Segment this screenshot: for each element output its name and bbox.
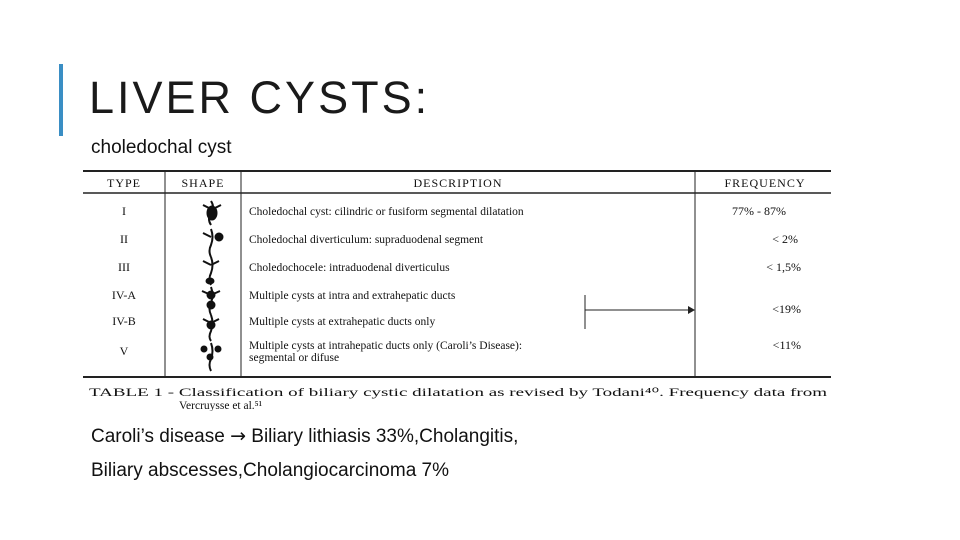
duct-shape-icon [203,315,219,341]
body-line-1 [91,425,518,448]
row-description: Choledochocele: intraduodenal diverticulus [249,262,450,274]
row-description: Choledochal diverticulum: supraduodenal segment [249,234,484,246]
header-description: DESCRIPTION [413,176,503,190]
header-frequency: FREQUENCY [724,176,806,190]
duct-shape-icon [202,287,220,315]
row-description: Multiple cysts at intra and extrahepatic ducts [249,290,456,302]
table-caption-line2: Vercruysse et al.⁵¹ [179,400,263,411]
row-description-v-line1: Multiple cysts at intrahepatic ducts only (Caroli’s Disease): [249,340,523,352]
arrow-right-icon: → [230,425,246,447]
row-frequency: 77% - 87% [732,204,786,218]
slide-title: LIVER CYSTS: [89,72,431,123]
row-description: Choledochal cyst: cilindric or fusiform segmental dilatation [249,206,524,218]
row-description-v-line2: segmental or difuse [249,352,340,364]
duct-shape-icon [203,201,221,225]
row-frequency: < 2% [772,232,798,246]
row-type: IV-A [111,288,137,302]
arrow-head-icon [688,306,695,314]
duct-shape-icon [203,257,219,285]
classification-table [83,169,831,411]
row-type: II [120,232,128,246]
row-frequency: <11% [772,338,801,352]
duct-shape-icon [201,343,221,371]
row-type: I [122,204,126,218]
slide-subtitle: choledochal cyst [91,137,232,158]
accent-bar [59,64,63,136]
header-type: TYPE [107,176,141,190]
row-type: III [118,260,130,274]
row-frequency: <19% [772,302,801,316]
duct-shape-icon [203,229,223,257]
header-shape: SHAPE [181,176,225,190]
row-frequency: < 1,5% [766,260,801,274]
table-caption-line1: TABLE 1 - Classification of biliary cystic dilatation as revised by Todani⁴⁰. Frequency data from [89,387,828,399]
caroli-disease-text: Caroli’s disease [91,426,225,447]
body-line-2: Biliary abscesses,Cholangiocarcinoma 7% [91,460,450,481]
complications-text: Biliary lithiasis 33%,Cholangitis, [251,426,519,447]
row-description-ivb: Multiple cysts at extrahepatic ducts only [249,316,436,328]
row-type: V [119,344,129,358]
row-type: IV-B [112,314,136,328]
